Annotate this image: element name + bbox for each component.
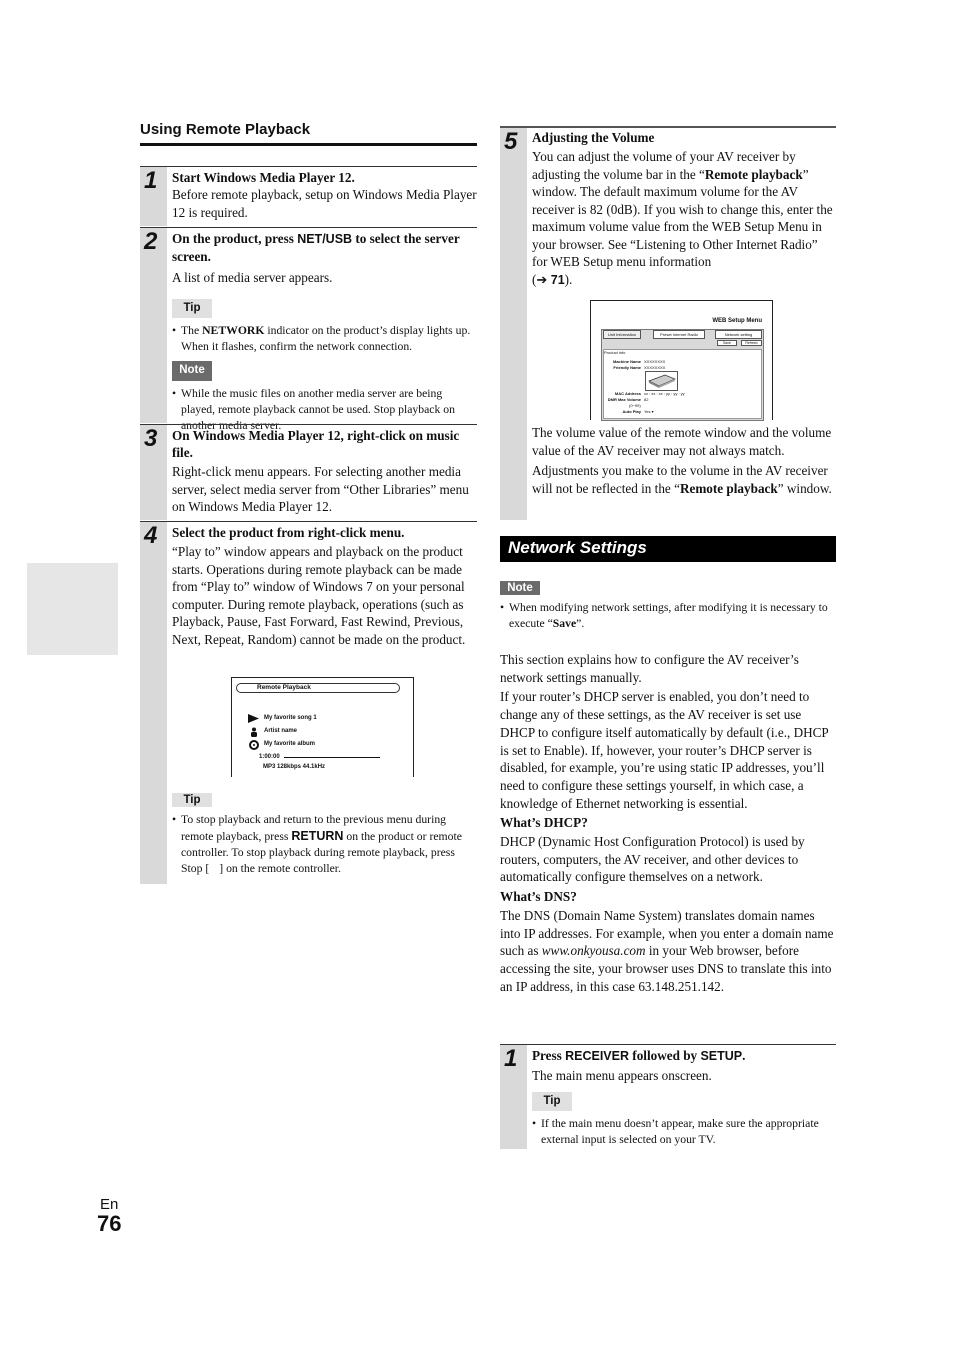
chapter-side-tab	[27, 563, 118, 655]
tab-unit-information[interactable]: Unit Information	[603, 330, 641, 339]
product-info-heading: Product info	[604, 350, 626, 355]
dhcp-answer: DHCP (Dynamic Host Configuration Protocol) is used by routers, computers, the AV receiver, and other devices to automatically configure themselves on a network.	[500, 834, 805, 885]
row-label: Auto Play	[622, 409, 641, 414]
remote-playback-screen	[231, 677, 414, 777]
tab-network-setting[interactable]: Network setting	[715, 330, 762, 339]
step-text: “Play to” window appears and playback on the product starts. Operations during remote playback can be made from “Play to” window of Windows 7 on your personal computer. During remote playback, operations (such as Playback, Pause, Fast Forward, Fast Rewind, Previous, Next, Repeat, Random) cannot be made on the product.	[172, 544, 466, 647]
progress-bar	[284, 757, 380, 758]
tip-badge: Tip	[532, 1092, 572, 1112]
dhcp-paragraph: If your router’s DHCP server is enabled, you don’t need to change any of these settings, as the AV receiver is set use DHCP to configure itself automatically by default (i.e., DHCP is set to Enable). If, however, your router’s DHCP server is disabled, for example, you’re using static IP addresses, you’ll need to configure these settings yourself, in which case, a knowledge of Ethernet networking is essential.	[500, 689, 829, 811]
album-name: My favorite album	[264, 741, 316, 747]
max-volume-value[interactable]: 82	[644, 397, 649, 402]
refresh-button[interactable]: Refresh	[741, 340, 762, 346]
dns-question: What’s DNS?	[500, 889, 577, 905]
page-language: En	[100, 1196, 119, 1213]
note-text: • While the music files on another media server are being played, remote playback cannot be used. Stop playback on another media server.	[172, 386, 477, 434]
setup-key: SETUP	[700, 1049, 743, 1063]
volume-note-1: The volume value of the remote window and the volume value of the AV receiver may not always match.	[532, 425, 832, 458]
dhcp-question: What’s DHCP?	[500, 815, 588, 831]
dns-answer: The DNS (Domain Name System) translates domain names into IP addresses. For example, when you enter a domain name such as www.onkyousa.com in your Web browser, before accessing the site, your browser uses DNS to translate this into an IP address, in this case 63.148.251.142.	[500, 907, 834, 994]
artist-icon	[250, 727, 258, 737]
auto-play-select[interactable]: Yes ▾	[644, 409, 654, 414]
note-badge: Note	[500, 581, 540, 595]
step-title: Start Windows Media Player 12.	[172, 170, 355, 185]
row-label: Machine Name	[612, 359, 641, 364]
step-number: 1	[144, 167, 158, 194]
step-title: Press RECEIVER followed by SETUP.	[532, 1048, 746, 1063]
step-number: 3	[144, 425, 158, 452]
row-label: Friendly Name	[613, 365, 641, 370]
row-label: DMR Max Volume	[607, 397, 641, 402]
tip-text: • To stop playback and return to the previous menu during remote playback, press RETURN on the product or remote controller. To stop playback during remote playback, press Stop [ ] on the remote controller.	[172, 812, 477, 877]
step-title: Select the product from right-click menu.	[172, 525, 405, 540]
network-step-1	[500, 1044, 836, 1149]
tip-text: • The NETWORK indicator on the product’s display lights up. When it flashes, confirm the network connection.	[172, 323, 477, 355]
step-text: Before remote playback, setup on Windows Media Player 12 is required.	[172, 187, 477, 220]
mac-address-value: xx : xx : xx : yy : yy : yy	[644, 391, 685, 396]
step-text: Right-click menu appears. For selecting another media server, select media server from “Other Libraries” menu on Windows Media Player 12.	[172, 464, 469, 514]
song-name: My favorite song 1	[264, 715, 317, 721]
audio-format: MP3 128kbps 44.1kHz	[263, 764, 326, 770]
album-icon	[249, 740, 259, 750]
intro-paragraph: This section explains how to configure the AV receiver’s network settings manually.	[500, 652, 799, 685]
step-text: You can adjust the volume of your AV receiver by adjusting the volume bar in the “Remote playback” window. The default maximum volume for the AV receiver is 82 (0dB). If you wish to change this, enter the maximum volume value from the WEB Setup Menu in your browser. See “Listening to Other Internet Radio” for WEB Setup menu information (➔ 71).	[532, 149, 833, 287]
step-title: On the product, press NET/USB to select the server screen.	[172, 231, 460, 264]
receiver-image-icon	[645, 371, 678, 391]
step-number: 4	[144, 522, 158, 549]
page-ref: 71	[550, 272, 565, 287]
step-2	[140, 227, 477, 432]
step-number: 2	[144, 228, 158, 255]
play-time: 1:00:00	[259, 754, 280, 760]
artist-name: Artist name	[264, 728, 298, 734]
note-text: • When modifying network settings, after modifying it is necessary to execute “Save”.	[500, 600, 836, 632]
network-body	[500, 651, 836, 995]
step-title: On Windows Media Player 12, right-click on music file.	[172, 428, 460, 460]
machine-name-value: XXXXXXXX	[644, 359, 666, 364]
play-icon	[248, 714, 260, 723]
remote-screen-title: Remote Playback	[236, 683, 400, 693]
step-number: 1	[504, 1045, 518, 1072]
net-usb-key: NET/USB	[297, 232, 353, 246]
tab-preset-internet-radio[interactable]: Preset Internet Radio	[653, 330, 705, 339]
network-settings-title: Network Settings	[500, 536, 836, 562]
tip-text: • If the main menu doesn’t appear, make sure the appropriate external input is selected on your TV.	[532, 1116, 836, 1148]
web-setup-screen	[590, 300, 773, 420]
step-text: A list of media server appears.	[172, 270, 333, 285]
step-1	[140, 166, 477, 226]
step-text: The main menu appears onscreen.	[532, 1068, 712, 1083]
web-setup-title: WEB Setup Menu	[712, 318, 762, 324]
section-heading: Using Remote Playback	[140, 121, 477, 146]
step-3	[140, 424, 477, 520]
url-text: www.onkyousa.com	[541, 943, 646, 959]
receiver-key: RECEIVER	[565, 1049, 629, 1063]
volume-note-2: Adjustments you make to the volume in the AV receiver will not be reflected in the “Remote playback” window.	[532, 463, 832, 496]
page-number: 76	[97, 1211, 122, 1236]
tip-badge: Tip	[172, 793, 212, 807]
step-title: Adjusting the Volume	[532, 130, 655, 145]
volume-range: (0~99)	[629, 403, 641, 408]
save-button[interactable]: Save	[717, 340, 737, 346]
chevron-down-icon: ▾	[651, 409, 654, 414]
note-badge: Note	[172, 361, 212, 381]
return-key: RETURN	[291, 829, 344, 843]
row-label: MAC Address	[614, 391, 641, 396]
friendly-name-value: XXXXXXXX	[644, 365, 666, 370]
step-number: 5	[504, 128, 518, 155]
tip-badge: Tip	[172, 299, 212, 319]
